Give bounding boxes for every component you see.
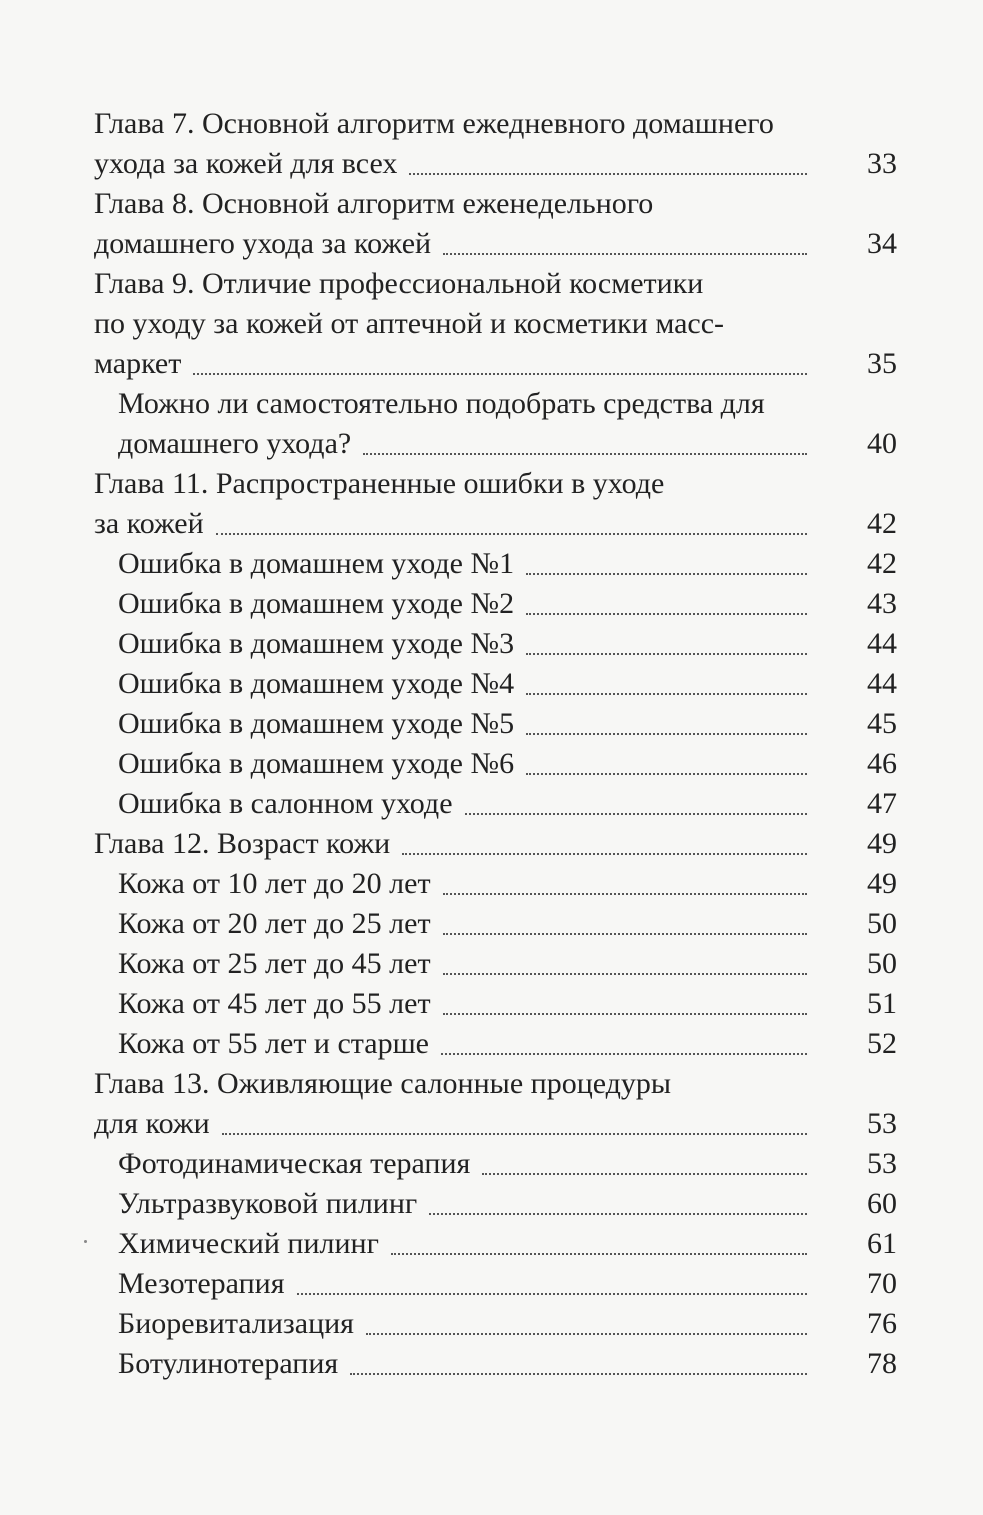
toc-page-number: 35 [867,347,897,380]
toc-entry-title: Ошибка в домашнем уходе №4 [118,667,515,700]
dot-leader [482,1173,807,1175]
dot-leader [526,693,807,695]
toc-page-number: 53 [867,1147,897,1180]
toc-entry-title: Ультразвуковой пилинг [118,1187,418,1220]
dot-leader [526,573,807,575]
dot-leader [402,853,807,855]
dot-leader [193,373,807,375]
toc-entry-line [0,1304,983,1344]
toc-page-number: 46 [867,747,897,780]
toc-entry-title: для кожи [94,1107,210,1140]
toc-entry-line [0,304,983,344]
dot-leader [222,1133,807,1135]
dot-leader [441,1053,807,1055]
toc-entry-title: Кожа от 45 лет до 55 лет [118,987,431,1020]
toc-entry-line [0,864,983,904]
toc-entry-title: Биоревитализация [118,1307,354,1340]
dot-leader [350,1373,807,1375]
toc-page-number: 60 [867,1187,897,1220]
dot-leader [391,1253,807,1255]
dot-leader [526,773,807,775]
toc-entry-line [0,1184,983,1224]
toc-entry-line [0,184,983,224]
toc-entry-line [0,704,983,744]
toc-entry-line [0,1344,983,1384]
dot-leader [297,1293,808,1295]
toc-entry-line [0,424,983,464]
toc-entry-line [0,944,983,984]
toc-entry-title: Ошибка в домашнем уходе №3 [118,627,515,660]
toc-entry-line [0,264,983,304]
toc-page-number: 34 [867,227,897,260]
dot-leader [465,813,807,815]
toc-entry-line [0,144,983,184]
toc-entry-line [0,464,983,504]
toc-page-number: 44 [867,627,897,660]
toc-entry-title: Ошибка в домашнем уходе №5 [118,707,515,740]
toc-page-number: 42 [867,547,897,580]
toc-entry-line [0,1024,983,1064]
toc-entry-line [0,1264,983,1304]
toc-entry-title: Ошибка в домашнем уходе №2 [118,587,515,620]
dot-leader [526,733,807,735]
toc-entry-line [0,904,983,944]
toc-entry-title: Глава 13. Оживляющие салонные процедуры [94,1067,672,1100]
toc-page-number: 70 [867,1267,897,1300]
toc-entry-title: Кожа от 25 лет до 45 лет [118,947,431,980]
toc-entry-title: Фотодинамическая терапия [118,1147,471,1180]
toc-page-number: 50 [867,907,897,940]
dot-leader [443,893,807,895]
toc-page-number: 51 [867,987,897,1020]
toc-entry-title: Ошибка в домашнем уходе №1 [118,547,515,580]
toc-entry-line [0,664,983,704]
toc-page-number: 33 [867,147,897,180]
toc-page-number: 76 [867,1307,897,1340]
dot-leader [443,1013,807,1015]
dot-leader [443,973,807,975]
toc-entry-title: Глава 11. Распространенные ошибки в уходе [94,467,665,500]
toc-entry-line [0,104,983,144]
toc-page-number: 44 [867,667,897,700]
toc-entry-title: Глава 9. Отличие профессиональной косметики [94,267,704,300]
toc-page-number: 42 [867,507,897,540]
toc-entry-title: ухода за кожей для всех [94,147,398,180]
toc-entry-line [0,1144,983,1184]
toc-page-number: 40 [867,427,897,460]
toc-entry-line [0,624,983,664]
toc-entry-line [0,344,983,384]
toc-entry-title: Кожа от 55 лет и старше [118,1027,430,1060]
dot-leader [429,1213,807,1215]
toc-entry-title: маркет [94,347,182,380]
toc-entry-line [0,984,983,1024]
toc-entry-line [0,1104,983,1144]
toc-entry-title: Кожа от 10 лет до 20 лет [118,867,431,900]
toc-page-number: 47 [867,787,897,820]
toc-entry-title: Химический пилинг [118,1227,379,1260]
toc-entry-title: Глава 8. Основной алгоритм еженедельного [94,187,654,220]
toc-page-number: 61 [867,1227,897,1260]
print-speck [84,1240,87,1243]
toc-page-number: 53 [867,1107,897,1140]
toc-entry-title: Мезотерапия [118,1267,285,1300]
dot-leader [216,533,807,535]
toc-entry-title: Можно ли самостоятельно подобрать средства для [118,387,765,420]
dot-leader [409,173,807,175]
toc-page-number: 45 [867,707,897,740]
toc-page-number: 78 [867,1347,897,1380]
toc-entry-line [0,744,983,784]
dot-leader [366,1333,807,1335]
toc-page-number: 49 [867,867,897,900]
toc-entry-line [0,384,983,424]
toc-entry-line [0,584,983,624]
toc-entry-line [0,544,983,584]
dot-leader [443,253,807,255]
toc-page-number: 50 [867,947,897,980]
toc-page-number: 49 [867,827,897,860]
toc-entry-title: Глава 12. Возраст кожи [94,827,391,860]
toc-entry-title: Кожа от 20 лет до 25 лет [118,907,431,940]
dot-leader [526,613,807,615]
toc-entry-line [0,1224,983,1264]
toc-entry-title: за кожей [94,507,204,540]
dot-leader [443,933,807,935]
toc-entry-title: Ошибка в домашнем уходе №6 [118,747,515,780]
toc-entry-line [0,224,983,264]
toc-entry-title: Ботулинотерапия [118,1347,339,1380]
toc-page-number: 43 [867,587,897,620]
toc-entry-line [0,1064,983,1104]
toc-entry-line [0,824,983,864]
toc-entry-title: домашнего ухода за кожей [94,227,432,260]
dot-leader [363,453,807,455]
toc-entry-line [0,784,983,824]
table-of-contents [0,104,983,1384]
toc-entry-title: Ошибка в салонном уходе [118,787,453,820]
toc-entry-line [0,504,983,544]
toc-page-number: 52 [867,1027,897,1060]
toc-entry-title: Глава 7. Основной алгоритм ежедневного домашнего [94,107,774,140]
toc-entry-title: домашнего ухода? [118,427,352,460]
dot-leader [526,653,807,655]
toc-entry-title: по уходу за кожей от аптечной и косметики масс- [94,307,725,340]
